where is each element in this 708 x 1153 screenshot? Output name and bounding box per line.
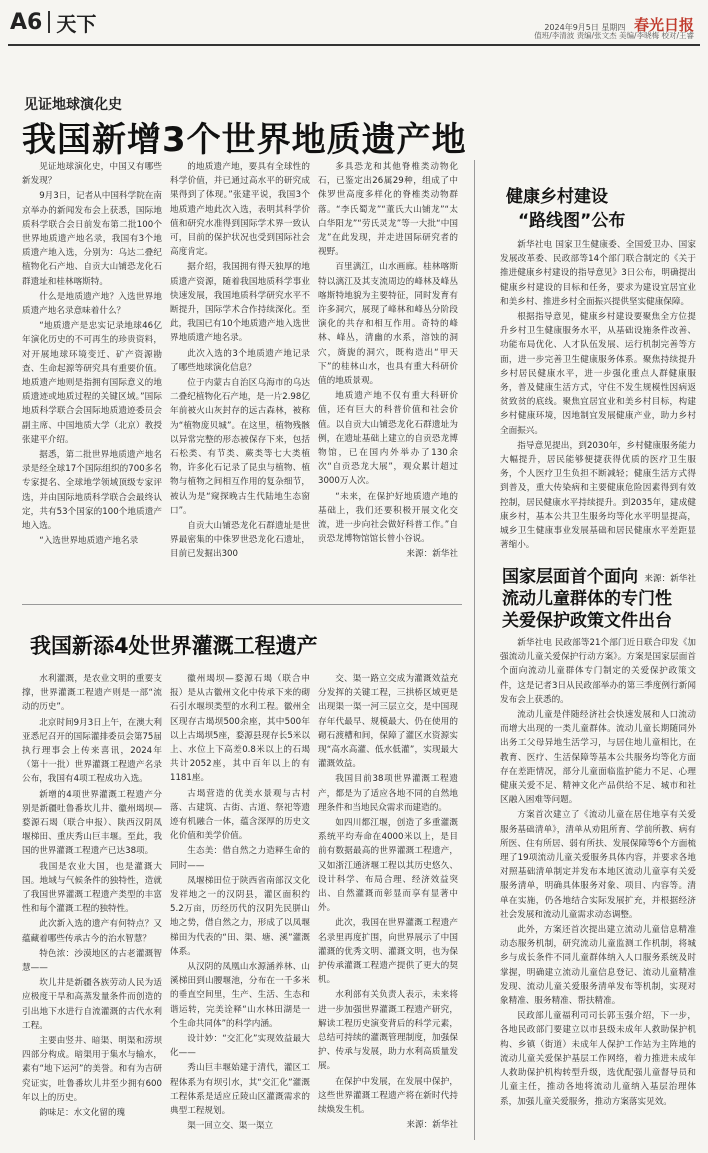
paragraph: 百里漓江，山水画廊。桂林喀斯特以漓江及其支流周边的峰林及峰丛喀斯特地貌为主要特征，同时发育有许多洞穴，展现了峰林和峰丛分阶段演化的共存和相互作用。奇特的峰林、峰丛，清幽的水系，溶蚀的洞穴，旖旎的洞穴，既构造出“甲天下”的桂林山水，也具有重大科研价值的地质景观。 (318, 262, 458, 387)
paragraph: 方案首次建立了《流动儿童在居住地享有关爱服务基础清单》，清单从劝阻所育、学前所教、病有所医、住有所居、弱有所扶、发展保障等6个方面梳理了19项流动儿童关爱服务具体内容，并要求各地对照基础清单制定并发布本地区流动儿童享有关爱服务清单，明确具体服务对象、项目、内容等。清单在实施，仍各地结合实际发展扩充，并根据经济社会发展和流动儿童需求动态调整。 (500, 810, 696, 920)
health-body (500, 238, 696, 570)
paragraph: “地质遗产是忠实记录地球46亿年演化历史的不可再生的珍贵资料，对开展地球环境变迁、矿产资源勘查、生命起源等研究具有重要价值。地质遗产地则是指拥有国际意义的地质遗迹或地质过程的关键区域。”国际地质科学联合会国际地质遗迹委员会副主席、中国地质大学（北京）教授张建平介绍。 (22, 321, 162, 445)
page-header (10, 10, 96, 34)
paragraph: 见证地球演化史，中国又有哪些新发现？ (22, 162, 162, 187)
paragraph: 此外，方案还首次提出建立流动儿童信息精准动态服务机制，研究流动儿童监测工作机制，将城乡与成长条件不同儿童群体纳入人口服务系统及时掌握，明确建立流动儿童信息登记、流动儿童精准发现、流动儿童关爱服务清单发布等机制，实现对象精准、服务精准、帮扶精准。 (500, 925, 696, 1007)
paragraph: 据介绍，我国拥有得天独厚的地质遗产资源，随着我国地质科学事业快速发展，我国地质科学研究水平不断提升，国际学术合作持续深化。至此，我国已有10个地质遗产地入选世界地质遗产地名录。 (170, 262, 310, 344)
paragraph: 韵味足：水文化留的瑰 (39, 1108, 126, 1119)
paragraph: 凤堰梯田位于陕西省南部汉文化发祥地之一的汉阴县，灌区面积约5.2万亩，历经历代的汉阴先民胼山地之势，借自然之力，形成了以凤堰梯田为代表的“田、渠、塘、溪”灌溉体系。 (170, 875, 310, 957)
paragraph: 流动儿童是伴随经济社会快速发展和人口流动而增大出现的一类儿童群体。流动儿童长期随同外出务工父母异地生活学习，与居住地儿童相比，在教育、医疗、生活保障等基本公共服务均等化方面存在差距情况，部分儿童面临监护能力不足、心理健康关爱不足、精神文化产品供给不足、城市和社区融入困难等问题。 (500, 710, 696, 806)
paragraph: 据悉，第二批世界地质遗产地名录是经全球17个国际组织的700多名专家提名、全球地学领域顶级专家评选，并由国际地质科学联合会最终认定，共有53个国家的100个地质遗产地入选。 (22, 450, 162, 532)
child-title-line-3: 关爱保护政策文件出台 (502, 611, 672, 631)
health-title-line-1: 健康乡村建设 (506, 187, 608, 207)
paragraph: 渠一回立交、渠一渠立 (187, 1121, 274, 1132)
irrigation-headline: 我国新添4处世界灌溉工程遗产 (30, 634, 318, 658)
child-title-line-1: 国家层面首个面向 (502, 567, 638, 587)
paragraph: 什么是地质遗产地？入选世界地质遗产地名录意味着什么？ (22, 291, 162, 317)
paragraph: 的地质遗产地，要具有全球性的科学价值，并已通过高水平的研究成果得到了体现。”张建平说，我国3个地质遗产地此次入选，表明其科学价值和研究水准得到国际学术界一致认可，目前的保护状况也受到国际社会高度肯定。 (170, 162, 310, 258)
lead-headline: 我国新增3个世界地质遗产地 (22, 120, 467, 160)
paragraph: 主要由竖井、暗渠、明渠和涝坝四部分构成。暗渠用于集水与输水，素有“地下运河”的美誉。和有为吉研究证实，吐鲁番坎儿井至少拥有600年以上的历史。 (22, 1036, 162, 1103)
lead-kicker: 见证地球演化史 (24, 97, 122, 113)
brand-logo: 春光日报 (633, 16, 694, 34)
paragraph: 新增的4项世界灌溉工程遗产分别是新疆吐鲁番坎儿井、徽州堨坝—婺源石堨（联合申报）、陕西汉阴凤堰梯田、重庆秀山巨丰堰。至此，我国的世界灌溉工程遗产已达38项。 (22, 789, 162, 857)
header-divider (48, 11, 50, 33)
lead-column-1 (22, 160, 162, 580)
paragraph: 徽州堨坝—婺源石堨（联合申报）是从古徽州文化中传承下来的砌石引水堰坝类型的水利工程。徽州全区现存古堨坝500余座，其中500年以上古堨坝5座，婺源县现存长5米以上、水位上下高差0.8米以上的石堨共计2052座，其中百年以上的有1181座。 (170, 674, 310, 784)
issue-date: 2024年9月5日 星期四 (544, 23, 626, 32)
irrigation-column-3 (318, 672, 458, 1142)
paragraph: 古堨营造的优美水景观与古村落、古建筑、古街、古道、祭祀等遗迹有机融合一体，蕴含深厚的历史文化价值和美学价值。 (170, 788, 310, 842)
paragraph: 秀山巨丰堰始建于清代，灌区工程体系为有坝引水，其“交汇化”灌溉工程体系是适应丘陵山区灌溉需求的典型工程规划。 (170, 1063, 310, 1117)
irrigation-column-2 (170, 672, 310, 1142)
paragraph: 生态美：借自然之力造释生命的同时—— (170, 846, 310, 871)
paragraph: 新华社电 国家卫生健康委、全国爱卫办、国家发展改革委、民政部等14个部门联合制定的《关于推进健康乡村建设的指导意见》3日公布，明确提出健康乡村建设的目标和任务，要求为建设宜居宜业和美乡村、推进乡村全面振兴提供坚实健康保障。 (500, 240, 696, 307)
page-number: A6 (10, 9, 43, 35)
paragraph: 在保护中发展，在发展中保护，这些世界灌溉工程遗产将在新时代持续焕发生机。 (318, 1076, 458, 1116)
paragraph: 民政部儿童福利司司长郭玉强介绍，下一步，各地民政部门要建立以市县级未成年人救助保护机构、乡镇（街道）未成年人保护工作站为主阵地的流动儿童关爱保护基层工作网络，着力推进未成年人救助保护机构转型升级，选优配强儿童督导员和儿童主任，推动各地将流动儿童纳入基层治理体系，加强儿童关爱服务，推动方案落实见效。 (500, 1011, 696, 1107)
health-source: 来源：新华社 (644, 574, 696, 584)
irrigation-source: 来源：新华社 (406, 1120, 458, 1131)
health-title-line-2: “路线图”公布 (518, 211, 626, 231)
paragraph: 位于内蒙古自治区乌海市的乌达二叠纪植物化石产地，是一片2.98亿年前被火山灰封存的远古森林，被称为“植物庞贝城”。在这里，植物残骸以异常完整的形态被保存下来，包括石松类、有节类、蕨类等七大类植物，许多化石记录了昆虫与植物、植物与植物之间相互作用的复杂细节，被认为是“窥探晚古生代陆地生态窗口”。 (170, 378, 310, 516)
paragraph: 坎儿井是新疆各族劳动人民为适应极度干旱和高蒸发量条件而创造的引出地下水进行自流灌溉的古代水利工程。 (22, 978, 162, 1031)
paragraph: 新华社电 民政部等21个部门近日联合印发《加强流动儿童关爱保护行动方案》。方案是国家层面首个面向流动儿童群体专门制定的关爱保护政策文件，这是记者3日从民政部举办的第三季度例行新闻发布会上获悉的。 (500, 638, 696, 705)
lead-column-3 (318, 160, 458, 580)
paragraph: 水利部有关负责人表示，未来将进一步加强世界灌溉工程遗产研究，解读工程历史演变背后的科学元素，总结可持续的灌溉管理制度，加强保护、传承与发展，助力水利高质量发展。 (318, 990, 458, 1072)
masthead (364, 14, 694, 44)
paragraph: 此次入选的3个地质遗产地记录了哪些地球演化信息？ (170, 348, 310, 373)
paragraph: 根据指导意见，健康乡村建设要聚焦全方位提升乡村卫生健康服务水平，从基础设施条件改善、功能布局优化、人才队伍发展、运行机制完善等方面，进一步完善卫生健康服务体系。聚焦持续提升乡村居民健康水平，进一步强化重点人群健康服务，普及健康生活方式，守住不发生规模性因病返贫致贫的底线。聚焦宜居宜业和美乡村目标，构建乡村健康环境，因地制宜发展健康产业，助力乡村全面振兴。 (500, 312, 696, 436)
child-title-line-2: 流动儿童群体的专门性 (502, 589, 672, 609)
paragraph: 设计妙：“交汇化”实现效益最大化—— (170, 1034, 310, 1059)
paragraph: 如四川都江堰，创造了多重灌溉系统平均寿命在4000米以上，是目前有数据最高的世界灌溉工程遗产，又如浙江通济堰工程以其历史悠久、设计科学、布局合理、经济效益突出、自然灌溉而彰显而享有显著中外。 (318, 818, 458, 914)
paragraph: 从汉阴的凤凰山水源涵养林、山溪梯田到山腰堰池，分布在一千多米的垂直空间里，生产、生活、生态和谐运转，完美诠释“山水林田湖是一个生命共同体”的科学内涵。 (170, 962, 310, 1029)
paragraph: 水利灌溉，是农业文明的重要支撑，世界灌溉工程遗产则是一部“流动的历史”。 (22, 674, 162, 713)
column-divider (474, 160, 475, 1140)
paragraph: 此次，我国在世界灌溉工程遗产名录里再度扩围，向世界展示了中国灌溉的优秀文明、灌溉文明，也为保护传承灌溉工程遗产提供了更大的契机。 (318, 918, 458, 986)
paragraph: 我国是农业大国，也是灌溉大国。地域与气候条件的独特性，造就了我国世界灌溉工程遗产类型的丰富性和每个灌溉工程的独特性。 (22, 861, 162, 915)
paragraph: 指导意见提出，到2030年，乡村健康服务能力大幅提升，居民能够便捷获得优质的医疗卫生服务，个人医疗卫生负担不断减轻；健康生活方式得到普及，重大传染病和主要健康危险因素得到有效控制，居民健康水平持续提升。到2035年，建成健康乡村，基本公共卫生服务均等化水平明显提高，城乡卫生健康事业发展基础和居民健康水平差距显著缩小。 (500, 440, 696, 551)
paragraph: 我国目前38项世界灌溉工程遗产，都是为了适应各地不同的自然地理条件和当地民众需求而建造的。 (318, 774, 458, 813)
paragraph: 自贡大山铺恐龙化石群遗址是世界最密集的中侏罗世恐龙化石遗址，目前已发掘出300 (170, 521, 310, 560)
header-rule (8, 44, 700, 46)
lead-source: 来源：新华社 (406, 549, 458, 560)
paragraph: 交、渠一路立交成为灌溉效益充分发挥的关键工程，三拱桥区域更是出现渠一渠一河三层立交，是中国现存年代最早、规模最大、仍在使用的砌石渡槽和间，保障了灌区水资源实现“高水高灌、低水低灌”，实现最大灌溉效益。 (318, 674, 458, 770)
paragraph: 特色浓：沙漠地区的古老灌溉智慧—— (22, 948, 162, 974)
paragraph: 地质遗产地不仅有重大科研价值，还有巨大的科普价值和社会价值。以自贡大山铺恐龙化石群遗址为例，在遗址基础上建立的自贡恐龙博物馆，已在国内外举办了130余次“自贡恐龙大展”，观众累计超过3000万人次。 (318, 391, 458, 487)
irrigation-column-1 (22, 672, 162, 1142)
staff-credits: 值班/李清波 责编/张文杰 美编/李晓梅 校对/王睿 (534, 31, 694, 40)
section-name: 天下 (56, 11, 97, 36)
story-divider (22, 604, 462, 605)
paragraph: 9月3日，记者从中国科学院在南京举办的新闻发布会上获悉，国际地质科学联合会日前发布第二批100个世界地质遗产地名录，我国有3个地质遗产地入选，分别为：乌达二叠纪植物化石产地、自贡大山铺恐龙化石群遗址和桂林喀斯特。 (22, 191, 162, 287)
paragraph: 此次新入选的遗产有何特点？又蕴藏着哪些传承古今的治水智慧？ (22, 919, 162, 944)
lead-column-2 (170, 160, 310, 580)
paragraph: 多具恐龙和其他脊椎类动物化石，已鉴定出26属29种，组成了中侏罗世高度多样化的脊椎类动物群落。“李氏蜀龙”“董氏大山铺龙”“太白华阳龙”“劳氏灵龙”等一大批“中国龙”在此发现，并走进国际研究者的视野。 (318, 162, 458, 258)
paragraph: “入选世界地质遗产地名录 (39, 536, 139, 547)
paragraph: 北京时间9月3日上午，在澳大利亚悉尼召开的国际灌排委员会第75届执行理事会上传来喜讯，2024年（第十一批）世界灌溉工程遗产名录公布，我国有4项工程成功入选。 (22, 717, 162, 785)
paragraph: “未来，在保护好地质遗产地的基础上，我们还要积极开展文化交流，进一步向社会做好科普工作。”自贡恐龙博物馆馆长曾小谷说。 (318, 491, 458, 545)
child-body (500, 636, 696, 1144)
